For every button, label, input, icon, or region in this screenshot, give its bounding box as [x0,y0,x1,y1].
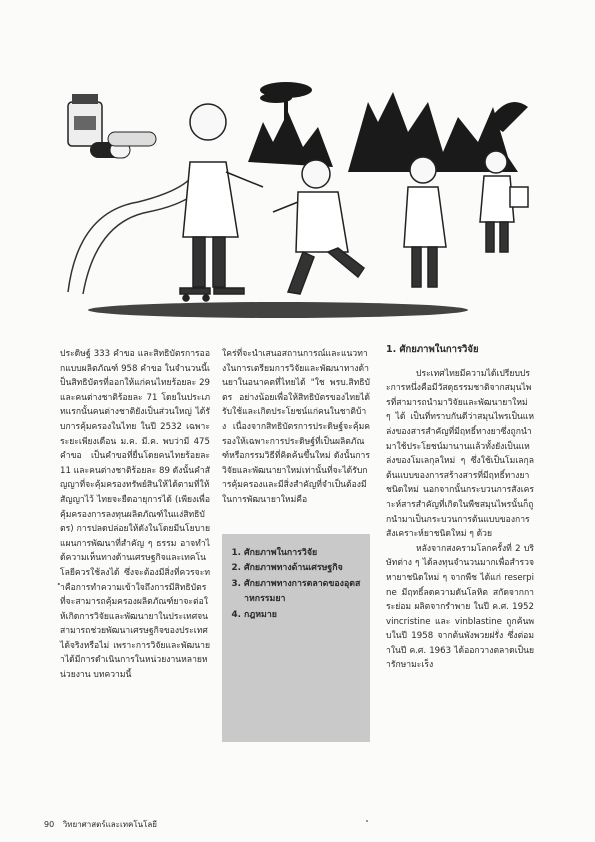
section-heading: 1. ศักยภาพในการวิจัย [386,344,479,355]
col1-paragraph: ประดิษฐ์ 333 คำขอ และสิทธิบัตรการออกแบบผลิตภัณฑ์ 958 คำขอ ในจำนวนนี้เป็นสิทธิบัตรที่ออกให้แก่คนไทยร้อยละ 29 และคนต่างชาติร้อยละ 71 โดยในประเภทแรกนั้นคนต่างชาติยังเป็นส่วนใหญ่ ได้รับการคุ้มครองในไทย ในปี 2532 เฉพาะระยะเพียงเดือน ม.ค. มี.ค. พบว่ามี 475 คำขอ เป็นคำขอที่ยื่นโดยคนไทยร้อยละ 11 และคนต่างชาติร้อยละ 89 ดังนั้นคำสัญญาที่จะคุ้มครองทรัพย์สินให้ได้ตามที่ให้สัญญาไว้ ไทยจะยืดอายุการได้ (เพียงเพื่อคุ้มครองการลงทุนผลิตภัณฑ์ในแง่สิทธิบัตร) การปลดปล่อยให้ดังในโดยมีนโยบายแผนการพัฒนาที่สำคัญ ๆ ธรรม อาจทำได้ความเห็นทางด้านเศรษฐกิจและเทคโนโลยีควรใช้ลงได้ ซึ่งจะต้องมีสิ่งที่ควรจะทำคือการทำความเข้าใจถึงการมีสิทธิบัตรที่จะสามารถคุ้มครองผลิตภัณฑ์ยาจะต่อให้เกิดการวิจัยและพัฒนายาในประเทศจนสามารถช่วยพัฒนาเศรษฐกิจของประเทศได้จริงหรือไม่ เพราะการวิจัยและพัฒนายาได้มีการดำเนินการในหน่วยงานหลายหน่วยงาน บทความนี้ [60,349,210,681]
walking-figure-right [404,157,446,287]
running-figure [273,160,364,294]
medicine-bottle-icon [68,94,102,146]
column-middle [222,347,370,742]
column-left [60,347,210,683]
footer-dot [366,820,368,822]
topic-item: 2. ศักยภาพทางด้านเศรษฐกิจ [244,561,362,576]
journal-name: วิทยาศาสตร์และเทคโนโลยี [62,820,157,829]
page-footer [44,818,157,831]
scientist-figure [180,104,263,301]
topic-item: 3. ศักยภาพทางการตลาดของอุตสาหกรรมยา [244,577,362,607]
topic-item: 4. กฎหมาย [244,608,362,623]
column-right [386,343,534,673]
cartoon-illustration [48,62,548,334]
col3-paragraph-2: หลังจากสงครามโลกครั้งที่ 2 บริษัทต่าง ๆ ได้ลงทุนจำนวนมากเพื่อสำรวจหายาชนิดใหม่ ๆ จากพืช ได้แก่ reserpine มีฤทธิ์ลดความดันโลหิต สกัดจากการะย่อม ผลิตจากรำพาย ในปี ค.ศ. 1952 vincristine และ vinblastine ถูกค้นพบในปี 1958 จากต้นพังพวยฝรั่ง ซึ่งต่อมาในปี ค.ศ. 1963 ได้ออกวางตลาดเป็นยารักษามะเร็ง [386,543,534,671]
topics-box [222,534,370,742]
topic-item: 1. ศักยภาพในการวิจัย [244,546,362,561]
col3-paragraph-1: ประเทศไทยมีความได้เปรียบประการหนึ่งคือมีวัสดุธรรมชาติจากสมุนไพรที่สามารถนำมาวิจัยและพัฒนายาใหม่ ๆ ได้ เป็นที่ทราบกันดีว่าสมุนไพรเป็นแหล่งของสารสำคัญที่มีฤทธิ์ทางยาซึ่งถูกนำมาใช้ประโยชน์มานานแล้วทั้งยังเป็นแหล่งของโมเลกุลใหม่ ๆ ซึ่งใช้เป็นโมเลกุลต้นแบบของการสร้างสารที่มีฤทธิ์ทางยาชนิดใหม่ นอกจากนั้นกระบวนการสังเคราะห์สารสำคัญที่เกิดในพืชสมุนไพรนั้นก็ถูกนำมาเป็นกระบวนการต้นแบบของการสังเคราะห์ยาชนิดใหม่ ๆ ด้วย [386,368,534,540]
distant-figure [480,151,528,252]
page-number: 90 [44,820,55,829]
topics-list [232,546,362,623]
col2-paragraph: ใคร่ที่จะนำเสนอสถานการณ์และแนวทางในการเตรียมการวิจัยและพัฒนาทางด้านยาในอนาคตที่ไทยได้ "ใช พรบ.สิทธิบัตร อย่างน้อยเพื่อให้สิทธิบัตรของไทยได้รับใช้และเกิดประโยชน์แก่คนในชาติบ้าง เนื่องจากสิทธิบัตรการประดิษฐ์จะคุ้มครองให้เฉพาะการประดิษฐ์ที่เป็นผลิตภัณฑ์หรือกรรมวิธีที่คิดค้นขึ้นใหม่ ดังนั้นการวิจัยและพัฒนายาใหม่เท่านั้นที่จะได้รับการคุ้มครองและมีสิ่งสำคัญที่จำเป็นต้องมีในการพัฒนายาใหม่คือ [222,349,370,505]
